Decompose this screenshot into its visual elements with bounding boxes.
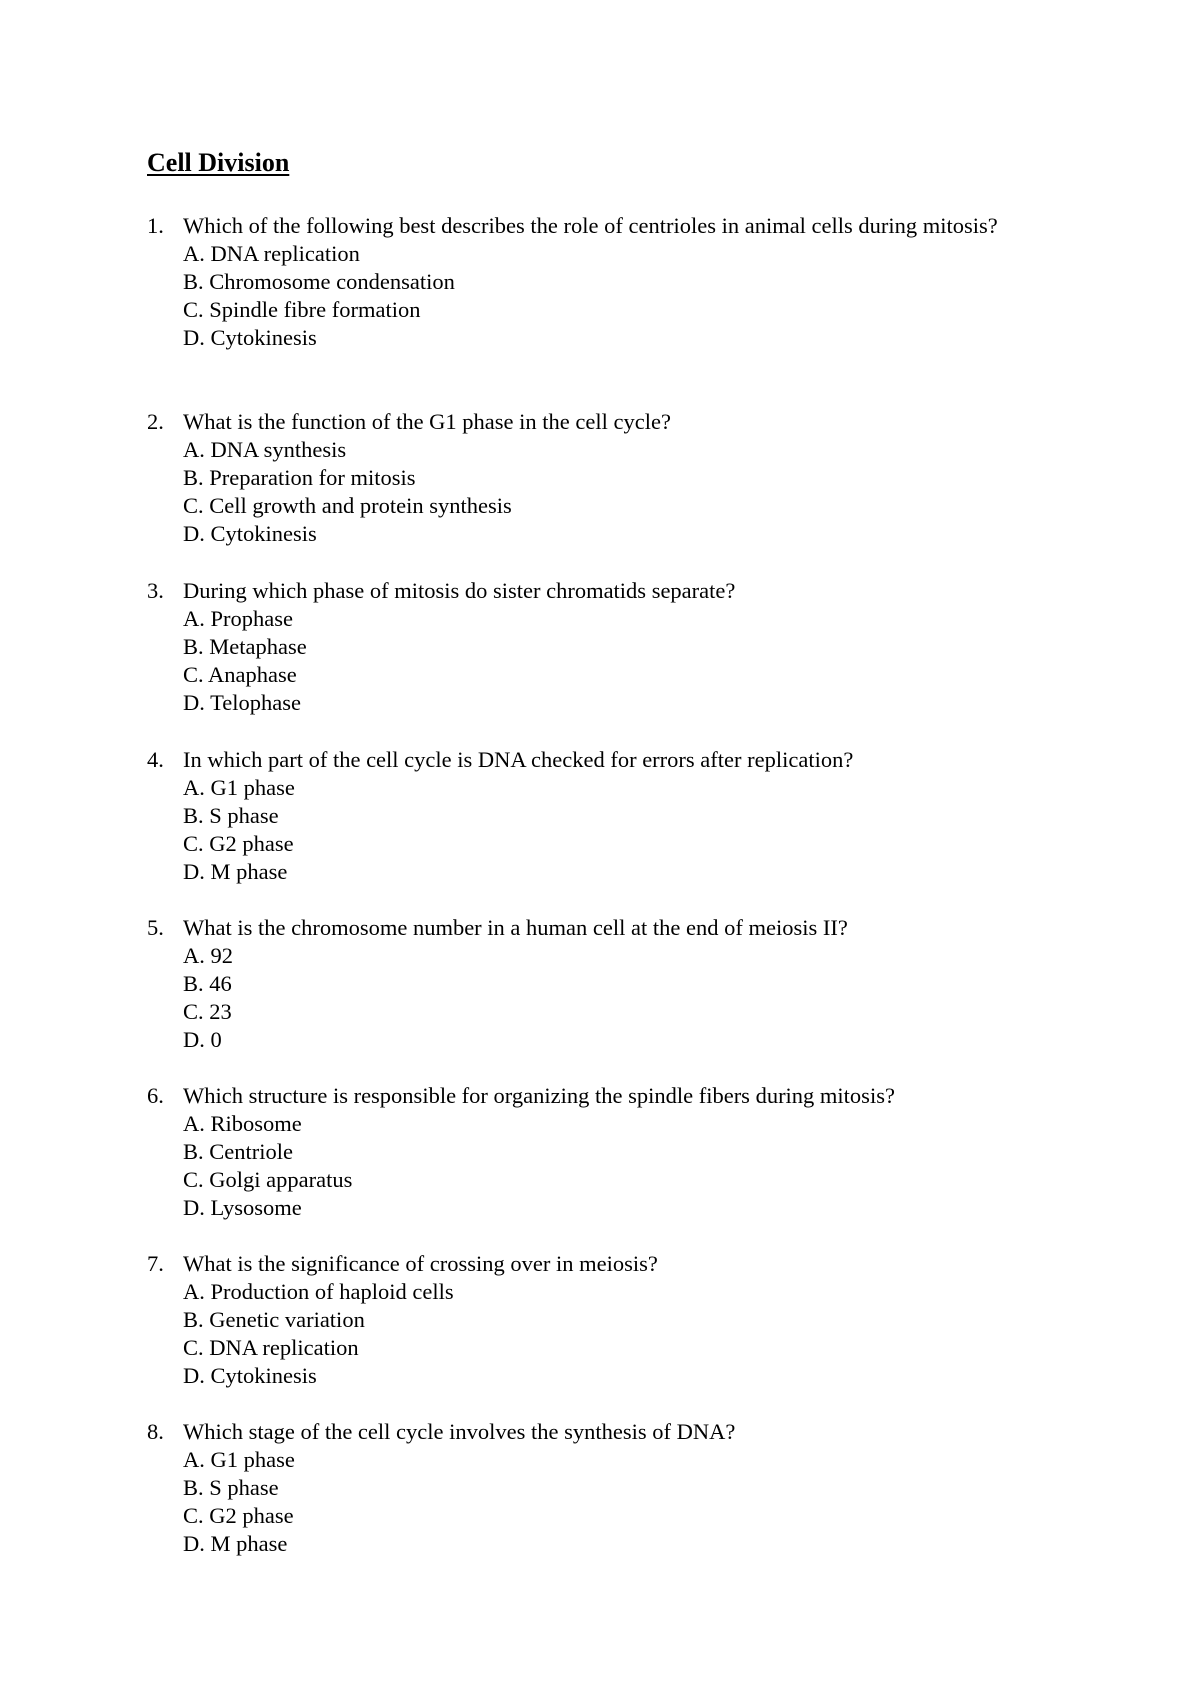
- answer-option: B. S phase: [183, 1475, 279, 1500]
- answer-option: D. M phase: [183, 1531, 288, 1556]
- answer-option: C. G2 phase: [183, 1503, 294, 1528]
- answer-option: B. S phase: [183, 803, 279, 828]
- question-item: [147, 212, 1007, 352]
- answer-option: A. DNA synthesis: [183, 437, 347, 462]
- question-stem: [147, 408, 1007, 436]
- question-number: 2.: [147, 409, 164, 434]
- answer-options: [183, 1278, 1007, 1390]
- answer-option: A. Prophase: [183, 606, 293, 631]
- question-item: [147, 746, 1007, 886]
- question-number: 8.: [147, 1419, 164, 1444]
- answer-option: B. Metaphase: [183, 634, 307, 659]
- question-item: [147, 1418, 1007, 1558]
- question-text: What is the function of the G1 phase in the cell cycle?: [183, 409, 671, 434]
- question-text: During which phase of mitosis do sister chromatids separate?: [183, 578, 736, 603]
- answer-option: B. Centriole: [183, 1139, 293, 1164]
- answer-option: D. Lysosome: [183, 1195, 302, 1220]
- question-stem: [147, 212, 1007, 240]
- answer-option: A. DNA replication: [183, 241, 360, 266]
- answer-options: [183, 774, 1007, 886]
- answer-option: D. Cytokinesis: [183, 521, 317, 546]
- question-text: What is the chromosome number in a human cell at the end of meiosis II?: [183, 915, 848, 940]
- answer-option: B. 46: [183, 971, 232, 996]
- answer-option: C. Anaphase: [183, 662, 297, 687]
- answer-options: [183, 1446, 1007, 1558]
- question-text: In which part of the cell cycle is DNA checked for errors after replication?: [183, 747, 854, 772]
- answer-option: C. Golgi apparatus: [183, 1167, 353, 1192]
- answer-option: C. Cell growth and protein synthesis: [183, 493, 512, 518]
- answer-option: C. DNA replication: [183, 1335, 359, 1360]
- answer-option: C. 23: [183, 999, 232, 1024]
- question-item: [147, 408, 1007, 548]
- question-stem: [147, 577, 1007, 605]
- answer-option: B. Chromosome condensation: [183, 269, 455, 294]
- question-number: 1.: [147, 213, 164, 238]
- answer-options: [183, 240, 1007, 352]
- answer-options: [183, 436, 1007, 548]
- answer-option: B. Genetic variation: [183, 1307, 365, 1332]
- question-item: [147, 577, 1007, 717]
- question-item: [147, 1082, 1007, 1222]
- question-item: [147, 1250, 1007, 1390]
- question-stem: [147, 914, 1007, 942]
- question-item: [147, 914, 1007, 1054]
- answer-option: C. G2 phase: [183, 831, 294, 856]
- answer-option: C. Spindle fibre formation: [183, 297, 421, 322]
- answer-option: D. Cytokinesis: [183, 325, 317, 350]
- answer-options: [183, 1110, 1007, 1222]
- question-stem: [147, 746, 1007, 774]
- question-stem: [147, 1082, 1007, 1110]
- answer-option: A. G1 phase: [183, 775, 295, 800]
- answer-options: [183, 942, 1007, 1054]
- question-stem: [147, 1250, 1007, 1278]
- answer-option: A. Ribosome: [183, 1111, 302, 1136]
- question-number: 6.: [147, 1083, 164, 1108]
- question-text: What is the significance of crossing over in meiosis?: [183, 1251, 658, 1276]
- answer-option: A. 92: [183, 943, 233, 968]
- answer-option: D. M phase: [183, 859, 288, 884]
- question-number: 5.: [147, 915, 164, 940]
- question-text: Which stage of the cell cycle involves the synthesis of DNA?: [183, 1419, 736, 1444]
- page-title: Cell Division: [147, 148, 290, 177]
- question-text: Which of the following best describes the role of centrioles in animal cells during mitosis?: [183, 213, 998, 238]
- question-number: 7.: [147, 1251, 164, 1276]
- answer-option: D. Telophase: [183, 690, 301, 715]
- answer-option: A. G1 phase: [183, 1447, 295, 1472]
- answer-option: D. 0: [183, 1027, 222, 1052]
- question-stem: [147, 1418, 1007, 1446]
- answer-option: D. Cytokinesis: [183, 1363, 317, 1388]
- answer-options: [183, 605, 1007, 717]
- question-text: Which structure is responsible for organizing the spindle fibers during mitosis?: [183, 1083, 895, 1108]
- question-number: 4.: [147, 747, 164, 772]
- question-number: 3.: [147, 578, 164, 603]
- answer-option: B. Preparation for mitosis: [183, 465, 416, 490]
- answer-option: A. Production of haploid cells: [183, 1279, 454, 1304]
